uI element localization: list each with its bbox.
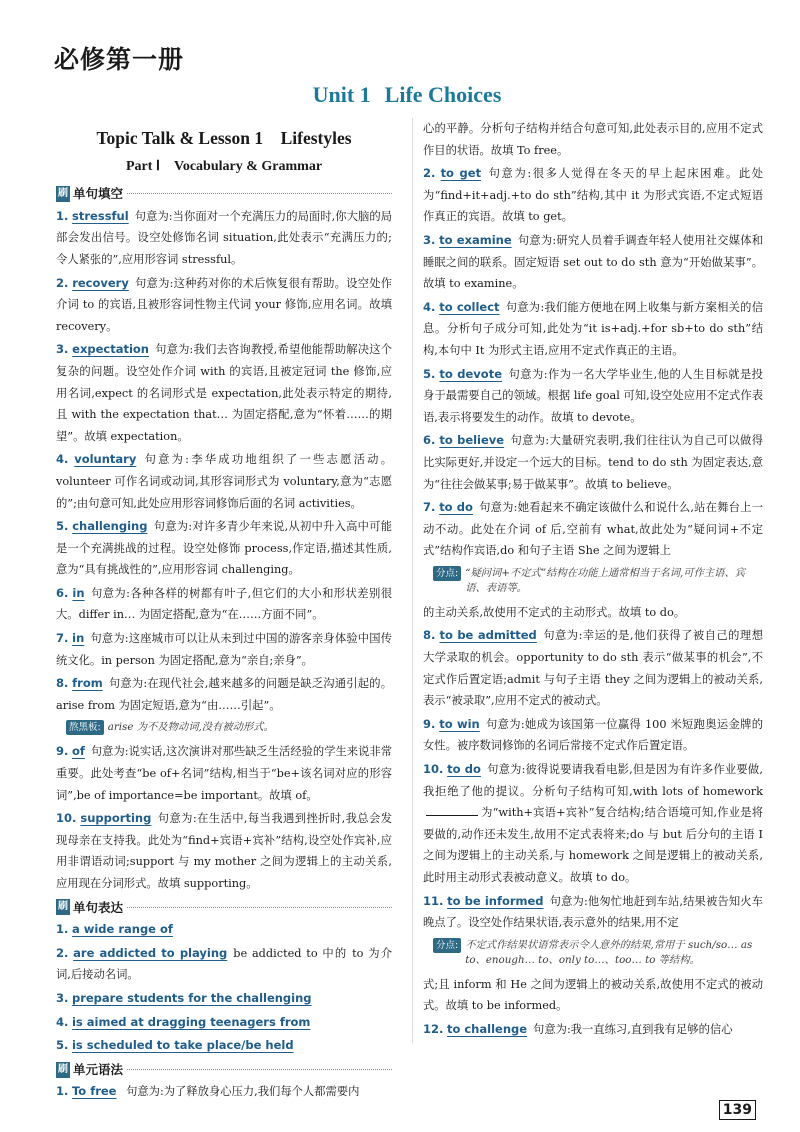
section-divider [127, 1069, 392, 1070]
fill-item [56, 339, 392, 447]
section-divider [127, 193, 392, 194]
section-tag-icon: 刷 [56, 899, 70, 915]
explanation: 句意为:这座城市可以让从未到过中国的游客亲身体验中国传统文化。in person 为固定搭配,意为“亲自;亲身”。 [56, 632, 392, 667]
grammar-item [423, 297, 763, 362]
express-item [56, 1012, 392, 1034]
section-header-grammar [56, 1059, 392, 1081]
grammar-item [423, 230, 763, 295]
answer: of [71, 744, 85, 759]
item-number: 10. [56, 811, 77, 826]
explanation: 句意为:他匆忙地赶到车站,结果被告知火车晚点了。设空处作结果状语,表示意外的结果,用不定 [423, 894, 764, 930]
answer: to do [439, 500, 473, 515]
grammar-item [423, 891, 763, 934]
fill-item [56, 583, 392, 626]
item-number: 10. [423, 762, 444, 777]
grammar-item [423, 497, 763, 562]
answer: to devote [439, 366, 502, 381]
answer: to collect [439, 299, 500, 314]
section-header-fill [56, 183, 392, 205]
item-number: 1. [56, 922, 69, 937]
item-number: 1. [56, 208, 69, 223]
explanation: 句意为:为了释放身心压力,我们每个人都需要内 [126, 1085, 360, 1099]
explanation: 句意为:我们能方便地在网上收集与新方案相关的信息。分析句子成分可知,此处为“it is+adj.+for sb+to do sth”结构,本句中 It 为形式主语,应用不定式作真正的主语。 [423, 300, 764, 357]
explanation: 句意为:幸运的是,他们获得了被自己的理想大学录取的机会。opportunity to do sth 表示“做某事的机会”,不定式作后置定语;admit 与句子主语 they 之间为逻辑上的被动关系,表示“被录取”,应用不定式的被动式。 [423, 629, 763, 708]
unit-number: Unit 1 [312, 82, 371, 107]
explanation-tail: 为“with+宾语+宾补”复合结构;结合语境可知,作业是将要做的,动作还未发生,故用不定式表将来;do 与 but 后分句的主语 I 之间为逻辑上的主动关系,与 homework 之间是逻辑上的被动关系,此时用主动形式表被动意义。故填 to do。 [423, 806, 763, 884]
continued-text: 心的平静。分析句子结构并结合句意可知,此处表示目的,应用不定式作目的状语。故填 To free。 [423, 122, 763, 157]
book-title: 必修第一册 [54, 45, 185, 74]
section-divider [127, 907, 392, 908]
tip-icon: 熬黑板: [66, 720, 104, 735]
grammar-item [423, 1019, 763, 1041]
explanation: 句意为:彼得说要请我看电影,但是因为有许多作业要做,我拒绝了他的提议。分析句子结构可知,with lots of homework [423, 763, 763, 798]
answer: to be informed [447, 893, 544, 908]
explanation: 句意为:研究人员着手调查年轻人使用社交媒体和睡眠之间的联系。固定短语 set out to do sth 意为“开始做某事”。故填 to examine。 [423, 233, 764, 291]
item-number: 3. [56, 990, 69, 1005]
section-label: 单元语法 [73, 1061, 124, 1077]
tip-note [429, 936, 763, 970]
fill-item [56, 628, 392, 671]
answer: in [72, 585, 85, 600]
answer: to challenge [446, 1021, 528, 1036]
explanation: 句意为:她看起来不确定该做什么和说什么,站在舞台上一动不动。此处在介词 of 后,空前有 what,故此处为“疑问词+不定式”结构作宾语,do 和句子主语 She 之间为逻辑上 [423, 501, 763, 558]
unit-name: Life Choices [384, 82, 502, 107]
answer: prepare students for the challenging [71, 990, 312, 1005]
grammar-item [423, 163, 763, 228]
explanation: 句意为:她成为该国第一位赢得 100 米短跑奥运金牌的女性。被序数词修饰的名词后常接不定式作后置定语。 [423, 717, 763, 753]
item-number: 2. [56, 275, 69, 290]
item-number: 9. [56, 744, 69, 759]
tip-text: 不定式作结果状语常表示令人意外的结果,常用于 such/so… as to、enough… to、only to…、too… to 等结构。 [465, 938, 753, 966]
explanation: 句意为:作为一名大学毕业生,他的人生目标就是投身于最需要自己的领域。根据 life goal 可知,设空处应用不定式作表语,表示将要发生的动作。故填 to devote。 [423, 367, 763, 424]
explanation: 句意为:在生活中,每当我遇到挫折时,我总会发现母亲在支持我。此处为“find+宾语+宾补”结构,设空处作宾补,应用非谓语动词;support 与 my mother 之间为逻辑上的主动关系,应用现在分词形式。故填 supporting。 [56, 812, 393, 890]
answer: to be admitted [439, 628, 537, 643]
item-number: 3. [56, 342, 69, 357]
grammar-list [423, 163, 763, 1040]
section-header-express [56, 897, 392, 919]
explanation: 句意为:大量研究表明,我们往往认为自己可以做得比实际更好,并设定一个远大的目标。tend to do sth 为固定表达,意为“往往会做某事;易于做某事”。故填 to believe。 [423, 434, 763, 491]
answer: supporting [80, 811, 152, 826]
lesson-title: Topic Talk & Lesson 1 Lifestyles [96, 128, 352, 148]
explanation: 句意为:李华成功地组织了一些志愿活动。volunteer 可作名词或动词,其形容词形式为 voluntary,意为“志愿的”;由句意可知,此处应用形容词修饰后面的名词 activities。 [56, 453, 392, 510]
item-number: 7. [423, 500, 436, 515]
fill-item [56, 516, 392, 581]
item-number: 8. [423, 628, 436, 643]
explanation: be addicted to 中的 to 为介词,后接动名词。 [56, 946, 392, 982]
answer: to win [439, 716, 480, 731]
fill-item [56, 206, 392, 271]
answer: a wide range of [71, 922, 173, 937]
answer: recovery [72, 275, 129, 290]
item-number: 9. [423, 716, 436, 731]
item-number: 5. [423, 366, 436, 381]
item-number: 5. [56, 1038, 69, 1053]
express-list [56, 919, 392, 1057]
tip-text: “疑问词+不定式”结构在功能上通常相当于名词,可作主语、宾语、表语等。 [465, 566, 746, 594]
item-number: 6. [56, 585, 69, 600]
unit-title [0, 82, 800, 108]
tip-icon: 分点: [433, 566, 461, 581]
answer: to do [447, 762, 481, 777]
item-number: 7. [56, 631, 69, 646]
express-item [56, 988, 392, 1010]
answer: to examine [439, 232, 512, 247]
answer: from [72, 676, 103, 691]
grammar-item [423, 759, 763, 889]
tip-text: arise 为不及物动词,没有被动形式。 [107, 721, 274, 734]
answer: in [72, 631, 85, 646]
item-number: 5. [56, 519, 69, 534]
grammar-item [423, 430, 763, 495]
answer: are addicted to playing [73, 945, 228, 960]
section-tag-icon: 刷 [56, 186, 70, 202]
fill-item [56, 449, 392, 514]
answer: is scheduled to take place/be held [71, 1038, 294, 1053]
explanation: 句意为:说实话,这次演讲对那些缺乏生活经验的学生来说非常重要。此处考查“be of+名词”结构,相当于“be+该名词对应的形容词”,be of importance=be important。故填 of。 [56, 745, 392, 802]
explanation: 句意为:这种药对你的术后恢复很有帮助。设空处作介词 to 的宾语,且被形容词性物主代词 your 修饰,应用名词。故填 recovery。 [56, 276, 393, 333]
item-number: 6. [423, 433, 436, 448]
fill-item [56, 273, 392, 338]
item-number: 2. [423, 166, 436, 181]
item-number: 4. [56, 1014, 69, 1029]
answer: to get [440, 166, 482, 181]
explanation: 句意为:很多人觉得在冬天的早上起床困难。此处为“find+it+adj.+to do sth”结构,其中 it 为形式宾语,不定式短语作真正的宾语。故填 to get。 [423, 167, 764, 224]
explanation: 句意为:我们去咨询教授,希望他能帮助解决这个复杂的问题。设空处作介词 with 的宾语,且被定冠词 the 修饰,应用名词,expect 的名词形式是 expectation,此处表示特定的期待,且 with the expectation that… 为固定搭配,意为“怀着……的期望”。故填 expectation。 [56, 343, 392, 443]
tip-note [429, 564, 763, 598]
tip-icon: 分点: [433, 938, 461, 953]
section-tag-icon: 刷 [56, 1062, 70, 1078]
explanation: 句意为:各种各样的树都有叶子,但它们的大小和形状差别很大。differ in… 为固定搭配,意为“在……方面不同”。 [56, 586, 393, 622]
express-item [56, 919, 392, 941]
express-item [56, 1035, 392, 1057]
left-column [56, 118, 392, 1105]
explanation-continued: 的主动关系,故使用不定式的主动形式。故填 to do。 [423, 605, 686, 619]
section-label: 单句表达 [73, 899, 124, 915]
fill-list [56, 206, 392, 895]
answer: is aimed at dragging teenagers from [71, 1014, 311, 1029]
grammar-item [56, 1081, 392, 1103]
fill-item [56, 673, 392, 716]
explanation-continued: 式;且 inform 和 He 之间为逻辑上的被动关系,故使用不定式的被动式。故填 to be informed。 [423, 977, 763, 1013]
item-number: 3. [423, 232, 436, 247]
item-number: 1. [56, 1084, 69, 1099]
right-column [412, 118, 763, 1043]
tip-note [62, 718, 392, 737]
answer: expectation [72, 342, 149, 357]
part-title: Part Ⅰ Vocabulary & Grammar [125, 158, 323, 174]
item-number: 4. [56, 452, 69, 467]
answer: voluntary [74, 452, 137, 467]
grammar-item [423, 364, 763, 429]
grammar-item [423, 714, 763, 757]
section-label: 单句填空 [73, 186, 124, 202]
explanation: 句意为:在现代社会,越来越多的问题是缺乏沟通引起的。arise from 为固定短语,意为“由……引起”。 [56, 677, 392, 712]
explanation: 句意为:对许多青少年来说,从初中升入高中可能是一个充满挑战的过程。设空处修饰 process,作定语,描述其性质,意为“具有挑战性的”,应用形容词 challenging。 [56, 520, 392, 577]
item-number: 8. [56, 676, 69, 691]
item-number: 11. [423, 893, 444, 908]
fill-item [56, 741, 392, 806]
answer: stressful [72, 208, 129, 223]
page-number: 139 [719, 1100, 756, 1120]
item-number: 4. [423, 299, 436, 314]
grammar-item [423, 625, 763, 711]
explanation: 句意为:我一直练习,直到我有足够的信心 [533, 1022, 733, 1036]
answer: challenging [72, 519, 148, 534]
item-number: 2. [56, 945, 69, 960]
answer: to believe [439, 433, 505, 448]
explanation: 句意为:当你面对一个充满压力的局面时,你大脑的局部会发出信号。设空处修饰名词 situation,此处表示“充满压力的;令人紧张的”,应用形容词 stressful。 [56, 209, 392, 266]
blank-line [426, 805, 478, 816]
item-number: 12. [423, 1021, 444, 1036]
fill-item [56, 808, 392, 894]
express-item [56, 943, 392, 986]
answer: To free [71, 1084, 117, 1099]
